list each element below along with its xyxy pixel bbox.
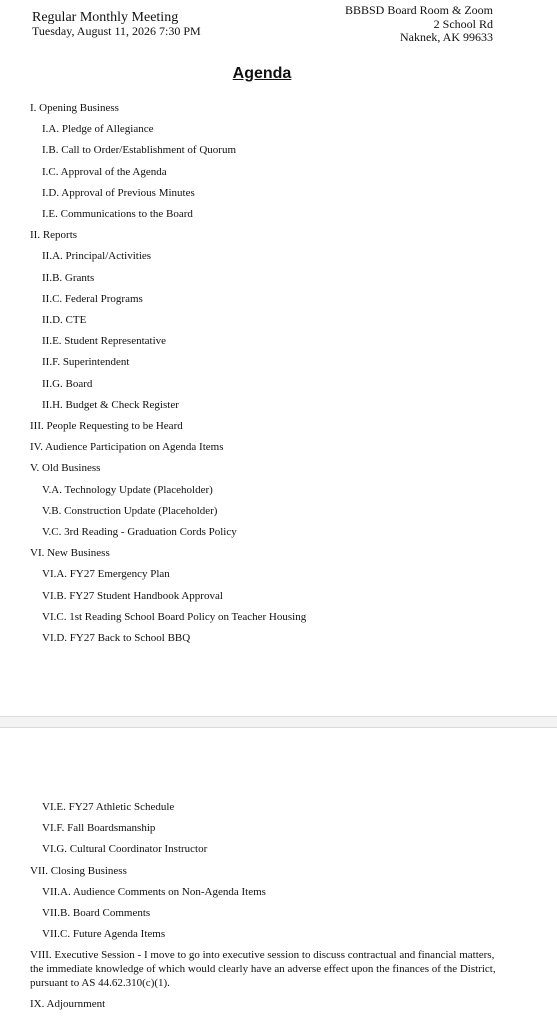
meeting-date-time: Tuesday, August 11, 2026 7:30 PM bbox=[32, 24, 201, 38]
agenda-item: VI.G. Cultural Coordinator Instructor bbox=[42, 843, 208, 856]
agenda-item: VI.F. Fall Boardsmanship bbox=[42, 822, 156, 835]
agenda-section-heading: IX. Adjournment bbox=[30, 998, 106, 1011]
agenda-section-heading: IV. Audience Participation on Agenda Items bbox=[30, 441, 224, 454]
agenda-item: II.A. Principal/Activities bbox=[42, 250, 152, 263]
agenda-item: II.E. Student Representative bbox=[42, 335, 167, 348]
agenda-section-heading: I. Opening Business bbox=[30, 102, 119, 114]
agenda-item: II.H. Budget & Check Register bbox=[42, 398, 179, 411]
location-line-2: 2 School Rd bbox=[433, 16, 493, 31]
agenda-item: II.F. Superintendent bbox=[42, 356, 130, 369]
agenda-item: VII.B. Board Comments bbox=[42, 907, 151, 919]
agenda-item: I.A. Pledge of Allegiance bbox=[42, 123, 154, 136]
agenda-item: VII.C. Future Agenda Items bbox=[42, 928, 166, 941]
agenda-item: II.B. Grants bbox=[42, 271, 95, 284]
page-break bbox=[0, 716, 557, 728]
agenda-item: I.D. Approval of Previous Minutes bbox=[42, 186, 195, 199]
location-line-1: BBBSD Board Room & Zoom bbox=[344, 3, 493, 17]
agenda-item: I.E. Communications to the Board bbox=[42, 208, 193, 220]
agenda-item: VI.A. FY27 Emergency Plan bbox=[42, 568, 170, 581]
agenda-item: V.C. 3rd Reading - Graduation Cords Policy bbox=[42, 526, 237, 538]
agenda-section-heading: VI. New Business bbox=[30, 547, 110, 560]
agenda-item: VI.B. FY27 Student Handbook Approval bbox=[42, 589, 223, 602]
document-page-2 bbox=[0, 728, 557, 1024]
agenda-title: Agenda bbox=[232, 65, 292, 82]
agenda-item: VII.A. Audience Comments on Non-Agenda Items bbox=[42, 885, 266, 898]
agenda-section-heading: III. People Requesting to be Heard bbox=[30, 420, 183, 432]
agenda-item: II.G. Board bbox=[42, 377, 93, 390]
location-line-3: Naknek, AK 99633 bbox=[400, 30, 493, 44]
agenda-section-heading: II. Reports bbox=[30, 229, 78, 242]
agenda-item: VI.D. FY27 Back to School BBQ bbox=[42, 632, 191, 644]
agenda-item: V.B. Construction Update (Placeholder) bbox=[42, 504, 218, 517]
meeting-type: Regular Monthly Meeting bbox=[32, 10, 179, 25]
agenda-item: II.D. CTE bbox=[42, 314, 87, 326]
agenda-item: VI.C. 1st Reading School Board Policy on Teacher Housing bbox=[42, 610, 307, 623]
meeting-location bbox=[345, 4, 493, 45]
agenda-item: I.C. Approval of the Agenda bbox=[42, 165, 167, 178]
agenda-section-paragraph: VIII. Executive Session - I move to go into executive session to discuss contractual and financial matters, the immediate knowledge of which would clearly have an adverse effect upon the finances of the District, pursuant to AS 44.62.310(c)(1). bbox=[30, 949, 496, 990]
agenda-item: V.A. Technology Update (Placeholder) bbox=[42, 483, 213, 496]
agenda-section-heading: V. Old Business bbox=[30, 462, 101, 475]
agenda-item: VI.E. FY27 Athletic Schedule bbox=[42, 801, 175, 813]
meeting-info bbox=[32, 10, 201, 38]
agenda-item: I.B. Call to Order/Establishment of Quorum bbox=[42, 144, 236, 157]
agenda-section-heading: VII. Closing Business bbox=[30, 864, 127, 877]
agenda-item: II.C. Federal Programs bbox=[42, 292, 143, 305]
